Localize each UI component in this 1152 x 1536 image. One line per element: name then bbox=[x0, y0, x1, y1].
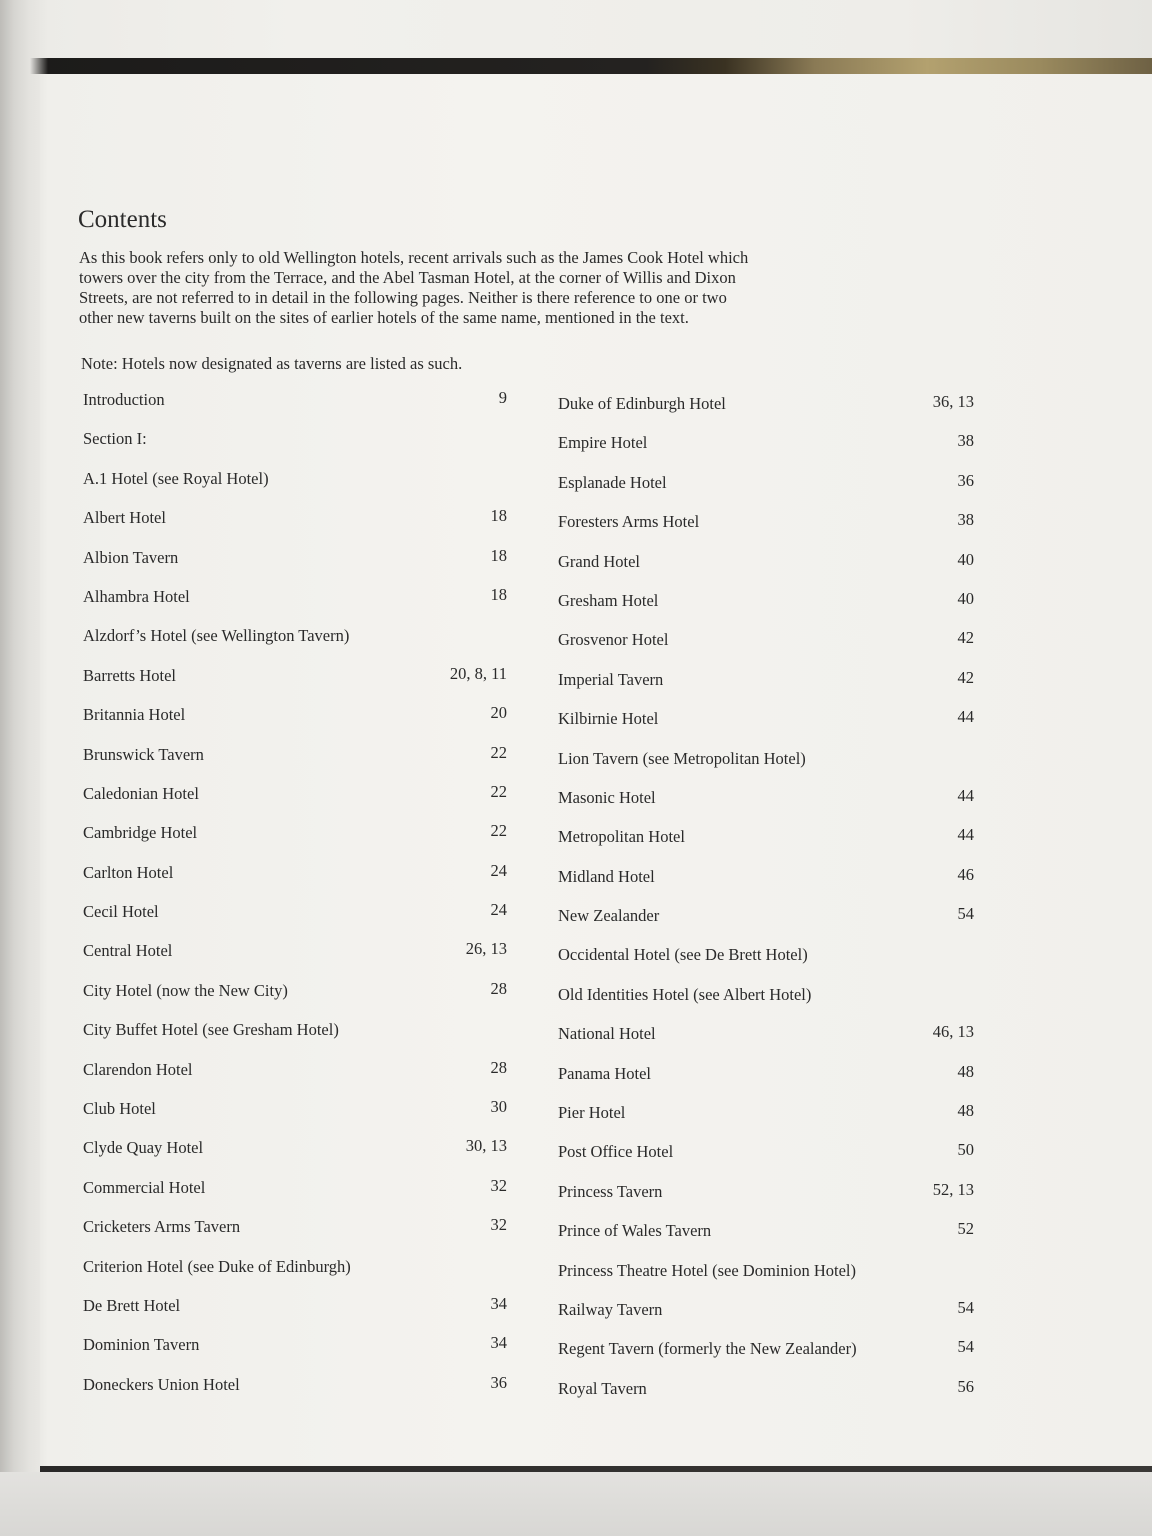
toc-entry-title: Royal Tavern bbox=[558, 1378, 647, 1398]
toc-entry-page: 56 bbox=[957, 1376, 974, 1396]
toc-entry-page: 26, 13 bbox=[465, 939, 507, 959]
toc-entry-title: De Brett Hotel bbox=[83, 1295, 181, 1315]
toc-entry-title: Prince of Wales Tavern bbox=[558, 1221, 712, 1241]
toc-entry bbox=[83, 624, 507, 663]
toc-entry bbox=[558, 510, 974, 549]
toc-entry bbox=[83, 939, 507, 978]
toc-entry bbox=[83, 546, 507, 585]
toc-entry-title: National Hotel bbox=[558, 1024, 656, 1044]
toc-entry bbox=[558, 1140, 974, 1179]
toc-entry-title: Occidental Hotel (see De Brett Hotel) bbox=[558, 945, 808, 965]
toc-entry bbox=[558, 904, 974, 943]
book-top-edge bbox=[28, 58, 1152, 74]
toc-entry-title: Panama Hotel bbox=[558, 1063, 652, 1083]
toc-entry bbox=[558, 747, 974, 786]
toc-entry-page: 54 bbox=[957, 904, 974, 924]
toc-entry-title: Cambridge Hotel bbox=[83, 823, 198, 843]
toc-entry-title: Regent Tavern (formerly the New Zealander) bbox=[558, 1339, 857, 1359]
toc-entry-title: Metropolitan Hotel bbox=[558, 827, 685, 847]
toc-entry-page: 22 bbox=[490, 781, 507, 801]
toc-entry-page: 30 bbox=[490, 1097, 507, 1117]
toc-entry bbox=[83, 821, 507, 860]
toc-entry-page: 18 bbox=[490, 506, 507, 526]
toc-entry-page: 20, 8, 11 bbox=[449, 663, 507, 683]
toc-entry-title: Pier Hotel bbox=[558, 1103, 626, 1123]
toc-entry bbox=[83, 1018, 507, 1057]
toc-entry bbox=[558, 1101, 974, 1140]
toc-entry bbox=[83, 743, 507, 782]
toc-entry-page: 40 bbox=[957, 588, 974, 608]
toc-entry-title: Railway Tavern bbox=[558, 1299, 663, 1319]
toc-entry-title: Dominion Tavern bbox=[83, 1335, 200, 1355]
toc-entry bbox=[558, 431, 974, 470]
toc-entry bbox=[558, 707, 974, 746]
toc-entry bbox=[83, 1058, 507, 1097]
note-line: Note: Hotels now designated as taverns are listed as such. bbox=[81, 354, 463, 373]
toc-entry bbox=[558, 1298, 974, 1337]
toc-entry bbox=[83, 1333, 507, 1372]
toc-entry-title: Albion Tavern bbox=[83, 547, 179, 567]
toc-entry bbox=[83, 1215, 507, 1254]
toc-entry-page: 54 bbox=[957, 1337, 974, 1357]
toc-entry-title: Lion Tavern (see Metropolitan Hotel) bbox=[558, 748, 806, 768]
toc-entry-title: Princess Theatre Hotel (see Dominion Hotel) bbox=[558, 1260, 856, 1280]
toc-entry-title: Doneckers Union Hotel bbox=[83, 1374, 240, 1394]
toc-entry-page: 34 bbox=[490, 1333, 507, 1353]
toc-entry-title: Imperial Tavern bbox=[558, 669, 664, 689]
toc-entry-title: Clarendon Hotel bbox=[83, 1059, 193, 1079]
toc-entry bbox=[83, 585, 507, 624]
toc-entry bbox=[83, 1176, 507, 1215]
toc-entry-page: 32 bbox=[490, 1215, 507, 1235]
toc-entry-page: 40 bbox=[957, 549, 974, 569]
toc-entry-title: Central Hotel bbox=[83, 941, 173, 961]
intro-paragraph: As this book refers only to old Wellington hotels, recent arrivals such as the James Cook Hotel which towers over the city from the Terrace, and the Abel Tasman Hotel, at the corner of Willis and Dixon Streets, are not referred to in detail in the following pages. Neither is there reference to one or two other new taverns built on the sites of earlier hotels of the same name, mentioned in the text. bbox=[79, 248, 749, 327]
toc-entry-page: 36 bbox=[957, 470, 974, 490]
toc-entry-page: 28 bbox=[490, 978, 507, 998]
toc-entry-title: Criterion Hotel (see Duke of Edinburgh) bbox=[83, 1256, 351, 1276]
toc-entry-title: Cricketers Arms Tavern bbox=[83, 1217, 241, 1237]
toc-entry-title: Esplanade Hotel bbox=[558, 472, 667, 492]
toc-entry-title: Barretts Hotel bbox=[83, 665, 177, 685]
toc-entry bbox=[83, 1136, 507, 1175]
toc-entry bbox=[558, 786, 974, 825]
toc-entry-title: Commercial Hotel bbox=[83, 1177, 206, 1197]
toc-entry bbox=[558, 983, 974, 1022]
toc-entry bbox=[558, 471, 974, 510]
toc-entry bbox=[558, 865, 974, 904]
toc-entry bbox=[83, 1373, 507, 1412]
toc-entry bbox=[83, 1294, 507, 1333]
toc-entry-title: Grosvenor Hotel bbox=[558, 630, 669, 650]
toc-entry bbox=[558, 825, 974, 864]
toc-entry-page: 42 bbox=[957, 628, 974, 648]
toc-entry bbox=[558, 1180, 974, 1219]
toc-entry-title: Britannia Hotel bbox=[83, 705, 186, 725]
toc-entry-title: Albert Hotel bbox=[83, 508, 166, 528]
toc-entry bbox=[558, 1377, 974, 1416]
binding-shadow bbox=[0, 0, 48, 1536]
toc-entry-title: Caledonian Hotel bbox=[83, 783, 199, 803]
toc-entry-title: Empire Hotel bbox=[558, 433, 648, 453]
toc-entry bbox=[83, 467, 507, 506]
toc-entry-title: Masonic Hotel bbox=[558, 787, 656, 807]
toc-entry-page: 42 bbox=[957, 667, 974, 687]
toc-entry-title: Gresham Hotel bbox=[558, 590, 659, 610]
toc-entry-title: Post Office Hotel bbox=[558, 1142, 674, 1162]
toc-entry bbox=[83, 782, 507, 821]
toc-entry-title: New Zealander bbox=[558, 906, 660, 926]
toc-entry bbox=[558, 1022, 974, 1061]
toc-entry-title: City Hotel (now the New City) bbox=[83, 980, 288, 1000]
toc-entry-page: 46 bbox=[957, 864, 974, 884]
toc-entry bbox=[558, 392, 974, 431]
toc-entry bbox=[558, 1062, 974, 1101]
toc-entry-page: 9 bbox=[498, 388, 507, 407]
toc-entry-page: 34 bbox=[490, 1293, 507, 1313]
toc-entry-page: 22 bbox=[490, 742, 507, 762]
toc-entry-title: Grand Hotel bbox=[558, 551, 641, 571]
toc-entry bbox=[83, 388, 507, 427]
toc-entry-page: 32 bbox=[490, 1175, 507, 1195]
toc-entry-page: 36, 13 bbox=[932, 392, 974, 411]
toc-entry-page: 44 bbox=[957, 825, 974, 845]
toc-entry bbox=[83, 1255, 507, 1294]
toc-entry-title: Introduction bbox=[83, 390, 165, 409]
toc-entry-page: 48 bbox=[957, 1061, 974, 1081]
toc-entry-title: Foresters Arms Hotel bbox=[558, 512, 700, 532]
toc-entry bbox=[558, 628, 974, 667]
toc-entry-title: Princess Tavern bbox=[558, 1181, 663, 1201]
toc-entry-page: 28 bbox=[490, 1057, 507, 1077]
toc-entry-page: 24 bbox=[490, 900, 507, 920]
toc-entry bbox=[83, 1097, 507, 1136]
toc-entry-page: 48 bbox=[957, 1101, 974, 1121]
toc-entry bbox=[83, 861, 507, 900]
toc-entry-title: Section I: bbox=[83, 429, 147, 449]
toc-entry-page: 50 bbox=[957, 1140, 974, 1160]
toc-entry-page: 30, 13 bbox=[465, 1136, 507, 1156]
contents-heading: Contents bbox=[78, 206, 167, 233]
toc-entry-page: 20 bbox=[490, 703, 507, 723]
toc-entry-page: 38 bbox=[957, 431, 974, 451]
toc-entry bbox=[558, 550, 974, 589]
toc-entry bbox=[558, 1219, 974, 1258]
toc-entry bbox=[83, 506, 507, 545]
toc-entry-title: Clyde Quay Hotel bbox=[83, 1138, 204, 1158]
toc-entry-title: Club Hotel bbox=[83, 1099, 156, 1119]
toc-entry-page: 24 bbox=[490, 860, 507, 880]
toc-entry bbox=[558, 1337, 974, 1376]
toc-entry-title: Duke of Edinburgh Hotel bbox=[558, 394, 726, 413]
toc-entry-page: 18 bbox=[490, 545, 507, 565]
toc-entry bbox=[558, 589, 974, 628]
toc-entry-page: 54 bbox=[957, 1297, 974, 1317]
toc-entry bbox=[83, 979, 507, 1018]
toc-entry-title: Carlton Hotel bbox=[83, 862, 174, 882]
toc-entry-page: 44 bbox=[957, 707, 974, 727]
toc-entry bbox=[83, 703, 507, 742]
table-surface bbox=[0, 1472, 1152, 1536]
toc-entry bbox=[558, 1259, 974, 1298]
toc-entry-page: 18 bbox=[490, 584, 507, 604]
toc-entry-title: Cecil Hotel bbox=[83, 902, 159, 922]
toc-entry-page: 22 bbox=[490, 821, 507, 841]
toc-entry-page: 44 bbox=[957, 785, 974, 805]
toc-entry-title: City Buffet Hotel (see Gresham Hotel) bbox=[83, 1020, 339, 1040]
toc-right-column bbox=[558, 392, 974, 1416]
toc-entry bbox=[558, 668, 974, 707]
toc-entry bbox=[83, 664, 507, 703]
toc-entry bbox=[83, 900, 507, 939]
toc-entry-title: Brunswick Tavern bbox=[83, 744, 204, 764]
toc-entry bbox=[83, 427, 507, 466]
toc-entry-title: A.1 Hotel (see Royal Hotel) bbox=[83, 468, 269, 488]
toc-entry-page: 38 bbox=[957, 510, 974, 530]
toc-entry-title: Alhambra Hotel bbox=[83, 586, 190, 606]
toc-entry-title: Old Identities Hotel (see Albert Hotel) bbox=[558, 984, 812, 1004]
toc-entry-page: 36 bbox=[490, 1372, 507, 1392]
toc-entry-title: Alzdorf’s Hotel (see Wellington Tavern) bbox=[83, 626, 350, 646]
toc-entry-page: 46, 13 bbox=[932, 1022, 974, 1042]
toc-entry bbox=[558, 943, 974, 982]
toc-entry-page: 52 bbox=[957, 1219, 974, 1239]
toc-entry-title: Midland Hotel bbox=[558, 866, 655, 886]
toc-left-column bbox=[83, 388, 507, 1412]
toc-entry-page: 52, 13 bbox=[932, 1179, 974, 1199]
toc-entry-title: Kilbirnie Hotel bbox=[558, 709, 659, 729]
